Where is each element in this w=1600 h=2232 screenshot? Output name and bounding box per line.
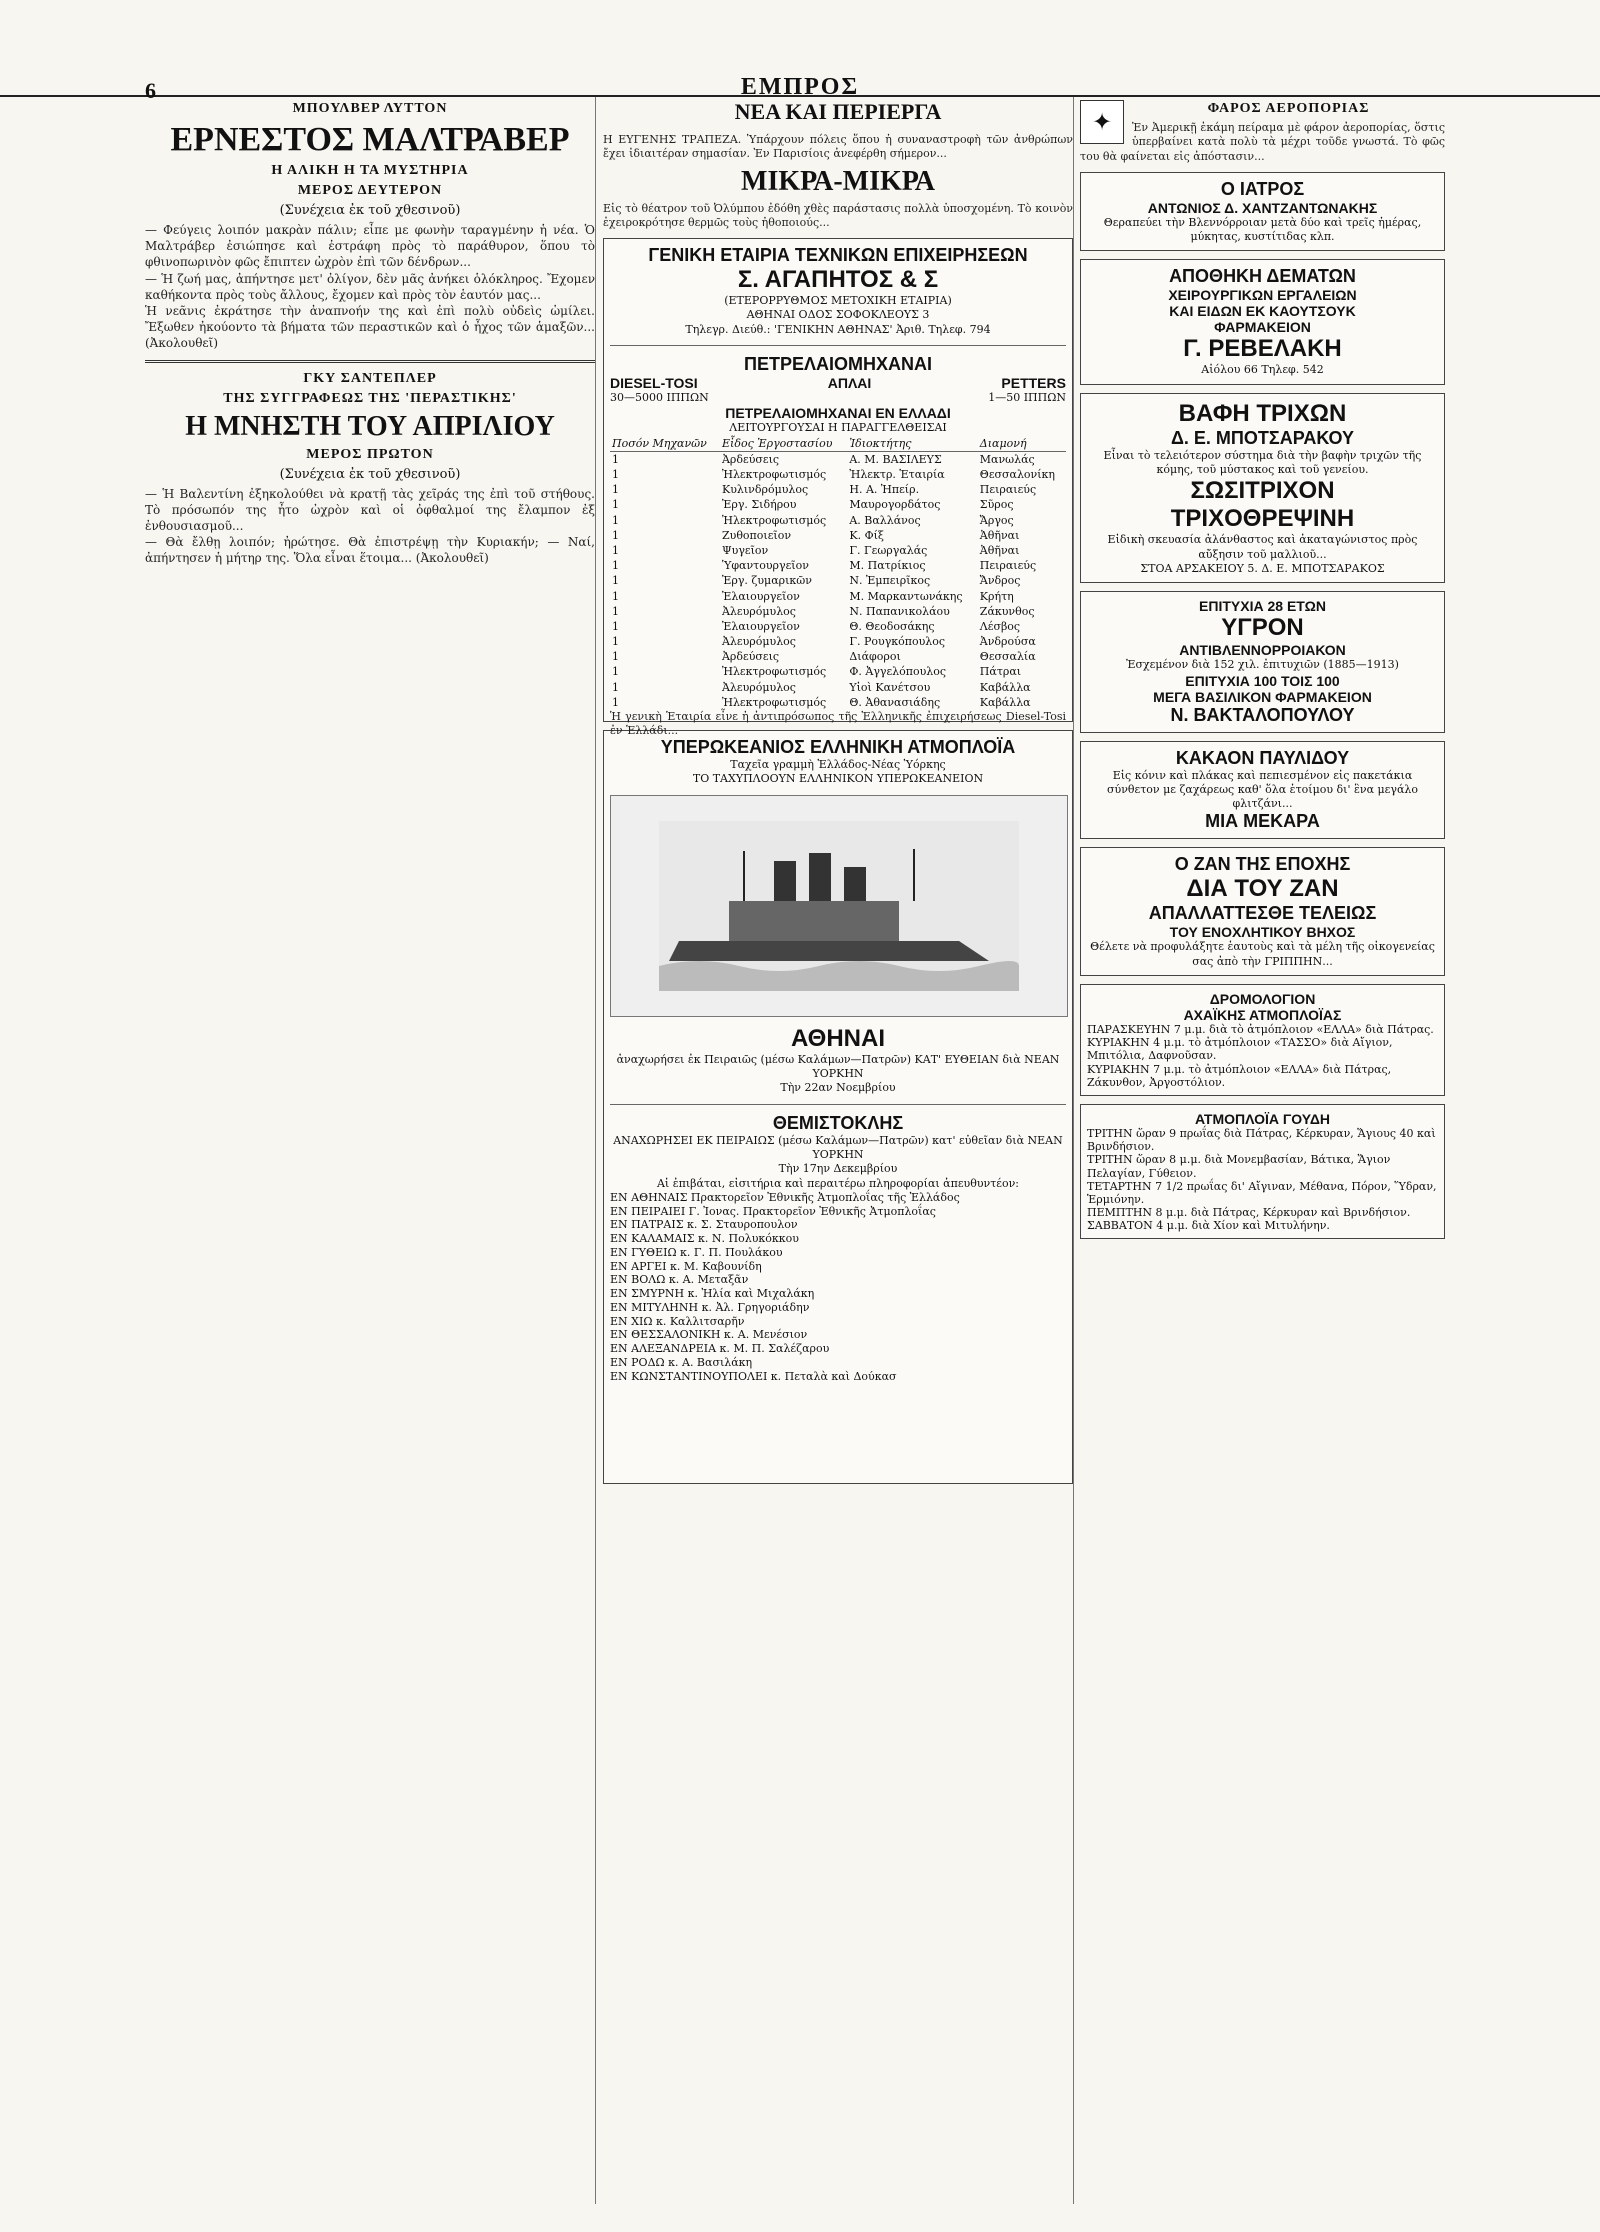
table-cell: Ἀθῆναι bbox=[979, 528, 1020, 542]
right-column bbox=[1080, 97, 1445, 2204]
serial-title-1: ΕΡΝΕΣΤΟΣ ΜΑΛΤΡΑΒΕΡ bbox=[170, 121, 570, 158]
serial-text-2: — Ἡ ζωή μας, ἀπήντησε μετ' ὀλίγον, δὲν μᾶς ἀνήκει ὁλόκληρος. Ἔχομεν καθήκοντα πρὸς τοὺς ἄλλους, ἔχομεν καὶ πρὸς τὸν ἑαυτόν μας... bbox=[145, 271, 595, 302]
supplies-line-1: ΧΕΙΡΟΥΡΓΙΚΩΝ ΕΡΓΑΛΕΙΩΝ bbox=[1168, 287, 1357, 304]
supplies-address: Αἰόλου 66 Τηλεφ. 542 bbox=[1201, 363, 1324, 377]
table-row bbox=[610, 558, 1066, 573]
list-item: ΕΝ ΜΙΤΥΛΗΝΗ κ. Ἀλ. Γρηγοριάδην bbox=[610, 1300, 810, 1314]
table-cell: Γ. Ρουγκόπουλος bbox=[849, 635, 946, 649]
table-cell: Ἀλευρόμυλος bbox=[721, 604, 796, 618]
medicine-title-3: ΑΝΤΙΒΛΕΝΝΟΡΡΟΙΑΚΟΝ bbox=[1179, 642, 1346, 659]
table-cell: Ν. Ἐμπειρῖκος bbox=[849, 574, 931, 588]
table-cell: Ν. Παπανικολάου bbox=[849, 604, 950, 618]
table-cell: Θεσσαλία bbox=[979, 650, 1036, 664]
serial-text-5: — Θὰ ἔλθῃ λοιπόν; ἠρώτησε. Θὰ ἐπιστρέψῃ τὴν Κυριακήν; — Ναί, ἀπήντησεν ἡ μήτηρ της. Ὅλα εἶναι ἕτοιμα... (Ἀκολουθεῖ) bbox=[145, 535, 595, 566]
table-cell: 1 bbox=[612, 635, 619, 649]
serial-subtitle-1: Η ΑΛΙΚΗ Η ΤΑ ΜΥΣΤΗΡΙΑ bbox=[271, 163, 469, 178]
table-row bbox=[610, 528, 1066, 543]
table-cell: Ἐλαιουργεῖον bbox=[721, 619, 800, 633]
table-cell: Πειραιεύς bbox=[979, 483, 1037, 497]
engine-ad-title: ΓΕΝΙΚΗ ΕΤΑΙΡΙΑ ΤΕΧΝΙΚΩΝ ΕΠΙΧΕΙΡΗΣΕΩΝ bbox=[648, 245, 1028, 266]
list-item: ΕΝ ΣΜΥΡΝΗ κ. Ἠλία καὶ Μιχαλάκη bbox=[610, 1287, 815, 1301]
medicine-title-2: ΥΓΡΟΝ bbox=[1221, 614, 1304, 642]
table-cell: Μανωλάς bbox=[979, 452, 1035, 466]
lighthouse-topic: ΦΑΡΟΣ ΑΕΡΟΠΟΡΙΑΣ bbox=[1207, 101, 1370, 116]
middle-column bbox=[603, 97, 1074, 2204]
table-cell: 1 bbox=[612, 604, 619, 618]
table-cell: Θεσσαλονίκη bbox=[979, 468, 1056, 482]
hair-title-2: ΣΩΣΙΤΡΙΧΟΝ bbox=[1190, 477, 1335, 505]
table-cell: Πειραιεύς bbox=[979, 559, 1037, 573]
cocoa-title: ΚΑΚΑΟΝ ΠΑΥΛΙΔΟΥ bbox=[1175, 747, 1350, 768]
timetable-2-line: ΤΡΙΤΗΝ ὥραν 9 πρωΐας διὰ Πάτρας, Κέρκυραν, Ἅγιους 40 καὶ Βρινδήσιον. bbox=[1087, 1126, 1436, 1154]
table-cell: Σῦρος bbox=[979, 498, 1014, 512]
list-item: ΕΝ ΚΩΝΣΤΑΝΤΙΝΟΥΠΟΛΕΙ κ. Πεταλὰ καὶ Δούκασ bbox=[610, 1369, 897, 1383]
medicine-advertisement bbox=[1080, 591, 1445, 732]
serial-note-1: (Συνέχεια ἐκ τοῦ χθεσινοῦ) bbox=[279, 203, 461, 218]
list-item: ΕΝ ΒΟΛΩ κ. Α. Μεταξᾶν bbox=[610, 1273, 749, 1287]
news-text: Η ΕΥΓΕΝΗΣ ΤΡΑΠΕΖΑ. Ὑπάρχουν πόλεις ὅπου ἡ συναναστροφὴ τῶν ἀνθρώπων ἔχει ἰδιαιτέραν σημασίαν. Ἐν Παρισίοις ἀνεφέρθη σήμερον... bbox=[603, 133, 1073, 161]
second-ship-name: ΘΕΜΙΣΤΟΚΛΗΣ bbox=[772, 1112, 904, 1133]
ship-name: ΑΘΗΝΑΙ bbox=[790, 1024, 886, 1052]
table-cell: Ἀλευρόμυλος bbox=[721, 635, 796, 649]
serial-text-3: Ἡ νεᾶνις ἐκράτησε τὴν ἀναπνοήν της καὶ ἐπὶ πολὺ οὐδεὶς ὡμίλει. Ἔξωθεν ἠκούοντο τὰ βήματα τῶν περαστικῶν καὶ ὁ ἦχος τῶν ἁμαξῶν... (Ἀκολουθεῖ) bbox=[145, 303, 595, 351]
engine-ad-line-3: Τηλεγρ. Διεύθ.: 'ΓΕΝΙΚΗΝ ΑΘΗΝΑΣ' Ἀριθ. Τηλεφ. 794 bbox=[685, 322, 991, 336]
table-cell: Διάφοροι bbox=[849, 650, 901, 664]
table-row bbox=[610, 649, 1066, 664]
engine-power-row bbox=[610, 391, 1066, 405]
cocoa-text: Εἰς κόνιν καὶ πλάκας καὶ πεπιεσμένον εἰς πακετάκια σύνθετον με ζαχάρεως καθ' ὅλα ἑτοίμου δι' ἓνα μεγάλο φλιτζάνι... bbox=[1107, 768, 1418, 811]
ship-advertisement bbox=[603, 730, 1073, 1484]
table-cell: 1 bbox=[612, 452, 619, 466]
masthead bbox=[0, 0, 1600, 103]
timetable-2-title: ΑΤΜΟΠΛΟΪΑ ΓΟΥΔΗ bbox=[1194, 1110, 1331, 1127]
table-row bbox=[610, 467, 1066, 482]
table-row bbox=[610, 634, 1066, 649]
engine-ad-line-1: (ΕΤΕΡΟΡΡΥΘΜΟΣ ΜΕΤΟΧΙΚΗ ΕΤΑΙΡΙΑ) bbox=[724, 294, 952, 308]
table-cell: 1 bbox=[612, 528, 619, 542]
table-cell: Φ. Ἀγγελόπουλος bbox=[849, 665, 947, 679]
table-cell: Γ. Γεωργαλάς bbox=[849, 543, 928, 557]
table-cell: Λέσβος bbox=[979, 619, 1021, 633]
table-cell: Θ. Ἀθανασιάδης bbox=[849, 695, 941, 709]
engine-table bbox=[610, 436, 1066, 710]
ship-divider bbox=[610, 1104, 1066, 1105]
engine-ad-company: Σ. ΑΓΑΠΗΤΟΣ & Σ bbox=[737, 266, 939, 294]
engine-ad-line-2: ΑΘΗΝΑΙ ΟΔΟΣ ΣΟΦΟΚΛΕΟΥΣ 3 bbox=[746, 308, 930, 322]
engine-ad-note: Ἡ γενικὴ Ἑταιρία εἶνε ἡ ἀντιπρόσωπος τῆς Ἑλληνικῆς ἐπιχειρήσεως Diesel-Tosi ἐν Ἑλλάδι... bbox=[610, 710, 1066, 738]
table-cell: Ἠλεκτροφωτισμός bbox=[721, 695, 827, 709]
timetable-1-line: ΚΥΡΙΑΚΗΝ 7 μ.μ. τὸ ἀτμόπλοιον «ΕΛΛΑ» διὰ Πάτρας, Ζάκυνθον, Ἀργοστόλιον. bbox=[1087, 1062, 1392, 1089]
table-cell: Καβάλλα bbox=[979, 695, 1031, 709]
table-cell: Ἄργος bbox=[979, 513, 1014, 527]
supplies-line-2: ΚΑΙ ΕΙΔΩΝ ΕΚ ΚΑΟΥΤΣΟΥΚ bbox=[1169, 303, 1356, 320]
table-row bbox=[610, 482, 1066, 497]
doctor-advertisement bbox=[1080, 172, 1445, 252]
table-header: Εἶδος Ἐργοστασίου bbox=[720, 436, 847, 452]
table-cell: Ἀνδρούσα bbox=[979, 635, 1036, 649]
list-item: ΕΝ ΑΘΗΝΑΙΣ Πρακτορεῖον Ἐθνικῆς Ἀτμοπλοΐας τῆς Ἑλλάδος bbox=[610, 1190, 960, 1204]
table-cell: Μ. Πατρίκιος bbox=[849, 559, 926, 573]
airship-icon: ✦ bbox=[1080, 100, 1124, 144]
supplies-name: Γ. ΡΕΒΕΛΑΚΗ bbox=[1183, 335, 1342, 363]
second-ship-line: ΑΝΑΧΩΡΗΣΕΙ ΕΚ ΠΕΙΡΑΙΩΣ (μέσω Καλάμων—Πατρῶν) κατ' εὐθεῖαν διὰ ΝΕΑΝ ΥΟΡΚΗΝ bbox=[613, 1133, 1063, 1161]
hair-title-3: ΤΡΙΧΟΘΡΕΨΙΝΗ bbox=[1170, 505, 1355, 533]
page-number: 6 bbox=[145, 78, 156, 103]
list-item: ΕΝ ΠΕΙΡΑΙΕΙ Γ. Ἰονας. Πρακτορεῖον Ἐθνικῆς Ἀτμοπλοΐας bbox=[610, 1204, 936, 1218]
hair-name: Δ. Ε. ΜΠΟΤΣΑΡΑΚΟΥ bbox=[1170, 427, 1355, 448]
table-cell: Η. Α. Ἠπείρ. bbox=[849, 483, 920, 497]
table-row bbox=[610, 573, 1066, 588]
table-header: Ἰδιοκτήτης bbox=[847, 436, 977, 452]
timetable-2-line: ΤΡΙΤΗΝ ὥραν 8 μ.μ. διὰ Μονεμβασίαν, Βάτικα, Ἅγιον Πελαγίαν, Γύθειον. bbox=[1087, 1153, 1391, 1180]
ship-info: Αἱ ἐπιβάται, εἰσιτήρια καὶ περαιτέρω πληροφορίαι ἀπευθυντέον: bbox=[656, 1176, 1020, 1190]
ship-ad-title: ΥΠΕΡΩΚΕΑΝΙΟΣ ΕΛΛΗΝΙΚΗ ΑΤΜΟΠΛΟΪΑ bbox=[660, 737, 1016, 758]
mikra-text: Εἰς τὸ θέατρον τοῦ Ὀλύμπου ἐδόθη χθὲς παράστασις πολλὰ ὑποσχομένη. Τὸ κοινὸν ἐχειροκρότησε θερμῶς τοὺς ἠθοποιούς... bbox=[603, 201, 1073, 229]
table-row bbox=[610, 695, 1066, 710]
serial-text-4: — Ἡ Βαλεντίνη ἐξηκολούθει νὰ κρατῇ τὰς χεῖράς της ἐπὶ τοῦ στήθους. Τὸ πρόσωπόν της ἦτο ὠχρὸν καὶ οἱ ὀφθαλμοί της ἔλαμπον ἐξ ἐνθουσιασμοῦ... bbox=[145, 486, 595, 533]
mikra-title: ΜΙΚΡΑ-ΜΙΚΡΑ bbox=[741, 165, 935, 197]
table-row bbox=[610, 604, 1066, 619]
hair-title: ΒΑΦΗ ΤΡΙΧΩΝ bbox=[1178, 399, 1347, 427]
table-cell: 1 bbox=[612, 543, 619, 557]
timetable-1-title: ΔΡΟΜΟΛΟΓΙΟΝ bbox=[1209, 991, 1316, 1008]
zan-title: Ο ΖΑΝ ΤΗΣ ΕΠΟΧΗΣ bbox=[1174, 854, 1351, 875]
engine-title: ΠΕΤΡΕΛΑΙΟΜΗΧΑΝΑΙ bbox=[743, 354, 932, 375]
ship-ad-subtitle: Ταχεῖα γραμμὴ Ἑλλάδος-Νέας Ὑόρκης bbox=[730, 758, 946, 772]
table-cell: 1 bbox=[612, 665, 619, 679]
zan-line-2: ΑΠΑΛΛΑΤΤΕΣΘΕ ΤΕΛΕΙΩΣ bbox=[1148, 903, 1377, 924]
zan-line-3: ΤΟΥ ΕΝΟΧΛΗΤΙΚΟΥ ΒΗΧΟΣ bbox=[1169, 924, 1356, 941]
serial-part-1: ΜΕΡΟΣ ΔΕΥΤΕΡΟΝ bbox=[297, 183, 443, 198]
ship-icon bbox=[659, 821, 1019, 991]
table-cell: 1 bbox=[612, 574, 619, 588]
power-label-2: 1—50 ΙΠΠΩΝ bbox=[988, 391, 1066, 405]
supplies-title: ΑΠΟΘΗΚΗ ΔΕΜΑΤΩΝ bbox=[1169, 266, 1356, 287]
cocoa-advertisement bbox=[1080, 741, 1445, 840]
supplies-advertisement bbox=[1080, 259, 1445, 384]
news-section-title: ΝΕΑ ΚΑΙ ΠΕΡΙΕΡΓΑ bbox=[734, 99, 942, 124]
table-row bbox=[610, 589, 1066, 604]
section-divider bbox=[145, 360, 595, 363]
medicine-title-4: ΕΠΙΤΥΧΙΑ 100 ΤΟΙΣ 100 bbox=[1185, 672, 1340, 689]
engine-subtitle: ΠΕΤΡΕΛΑΙΟΜΗΧΑΝΑΙ ΕΝ ΕΛΛΑΔΙ bbox=[725, 405, 951, 422]
table-cell: Ἀλευρόμυλος bbox=[721, 680, 796, 694]
list-item: ΕΝ ΡΟΔΩ κ. Α. Βασιλάκη bbox=[610, 1355, 753, 1369]
timetable-2-line: ΠΕΜΠΤΗΝ 8 μ.μ. διὰ Πάτρας, Κέρκυραν καὶ Βρινδήσιον. bbox=[1087, 1206, 1411, 1220]
table-cell: Ἠλεκτροφωτισμός bbox=[721, 665, 827, 679]
table-cell: 1 bbox=[612, 619, 619, 633]
hair-text-2: Εἰδικὴ σκευασία ἀλάνθαστος καὶ ἀκαταγώνιστος πρὸς αὔξησιν τοῦ μαλλιοῦ... bbox=[1107, 533, 1418, 561]
list-item: ΕΝ ΚΑΛΑΜΑΙΣ κ. Ν. Πολυκόκκου bbox=[610, 1232, 799, 1246]
table-row bbox=[610, 619, 1066, 634]
table-row bbox=[610, 513, 1066, 528]
ship-departure: ἀναχωρήσει ἐκ Πειραιῶς (μέσω Καλάμων—Πατρῶν) ΚΑΤ' ΕΥΘΕΙΑΝ διὰ ΝΕΑΝ ΥΟΡΚΗΝ bbox=[616, 1052, 1060, 1081]
zan-advertisement bbox=[1080, 847, 1445, 976]
timetable-1-line: ΚΥΡΙΑΚΗΝ 4 μ.μ. τὸ ἀτμόπλοιον «ΤΑΣΣΟ» διὰ Αἴγιον, Μπιτόλια, Δαφνοῦσαν. bbox=[1087, 1036, 1393, 1063]
medicine-name: Ν. ΒΑΚΤΑΛΟΠΟΥΛΟΥ bbox=[1170, 704, 1355, 725]
lighthouse-text: Ἐν Ἀμερικῇ ἐκάμη πείραμα μὲ φάρον ἀεροπορίας, ὅστις ὑπερβαίνει κατὰ πολὺ τὰ μέχρι τοῦδε γνωστά. Τὸ φῶς του θὰ φαίνεται εἰς ἀπόστασιν... bbox=[1080, 121, 1445, 163]
table-cell: Μαυρογορδάτος bbox=[849, 498, 941, 512]
table-cell: Καβάλλα bbox=[979, 680, 1031, 694]
table-cell: 1 bbox=[612, 498, 619, 512]
engine-brands-row bbox=[610, 375, 1066, 391]
table-cell: Ἠλεκτρ. Ἑταιρία bbox=[849, 468, 945, 482]
table-cell: Κυλινδρόμυλος bbox=[721, 483, 809, 497]
table-cell: Α. Μ. ΒΑΣΙΛΕΥΣ bbox=[849, 452, 942, 466]
list-item: ΕΝ ΓΥΘΕΙΩ κ. Γ. Π. Πουλάκου bbox=[610, 1245, 783, 1259]
table-cell: Ἀρδεύσεις bbox=[721, 650, 780, 664]
medicine-pharmacy: ΜΕΓΑ ΒΑΣΙΛΙΚΟΝ ΦΑΡΜΑΚΕΙΟΝ bbox=[1153, 688, 1372, 705]
table-cell: Ζάκυνθος bbox=[979, 604, 1035, 618]
author-subheader-2: ΤΗΣ ΣΥΓΓΡΑΦΕΩΣ ΤΗΣ 'ΠΕΡΑΣΤΙΚΗΣ' bbox=[223, 390, 517, 406]
medicine-text: Ἐσχεμένον διὰ 152 χιλ. ἐπιτυχιῶν (1885—1913) bbox=[1126, 658, 1399, 672]
table-cell: 1 bbox=[612, 468, 619, 482]
medicine-title: ΕΠΙΤΥΧΙΑ 28 ΕΤΩΝ bbox=[1199, 598, 1326, 615]
serial-note-2: (Συνέχεια ἐκ τοῦ χθεσινοῦ) bbox=[279, 466, 461, 482]
ship-illustration bbox=[610, 795, 1068, 1017]
table-cell: Ψυγεῖον bbox=[721, 543, 769, 557]
table-cell: Ἠλεκτροφωτισμός bbox=[721, 513, 827, 527]
timetable-2 bbox=[1080, 1104, 1445, 1240]
table-cell: Ἐργ. Σιδήρου bbox=[721, 498, 797, 512]
zan-line-1: ΔΙΑ ΤΟΥ ΖΑΝ bbox=[1186, 875, 1339, 903]
ship-date: Τὴν 22αν Νοεμβρίου bbox=[780, 1081, 896, 1095]
paper-title: ΕΜΠΡΟΣ bbox=[740, 74, 860, 100]
timetable-2-line: ΤΕΤΑΡΤΗΝ 7 1/2 πρωΐας δι' Αἴγιναν, Μέθανα, Πόρον, Ὕδραν, Ἑρμιόνην. bbox=[1087, 1179, 1437, 1206]
engine-table-body bbox=[610, 451, 1066, 710]
serial-text-1: — Φεύγεις λοιπόν μακρὰν πάλιν; εἶπε με φωνὴν ταραγμένην ἡ νέα. Ὁ Μαλτράβερ ἐσιώπησε καὶ ἐστράφη πρὸς τὸ παράθυρον, ὅπου τὸ φθινοπωρινὸν φῶς ἔπιπτεν ὠχρὸν ἐπὶ τῶν δένδρων... bbox=[145, 223, 595, 270]
table-cell: Κ. Φίξ bbox=[849, 528, 884, 542]
table-row bbox=[610, 451, 1066, 467]
author-header: ΜΠΟΥΛΒΕΡ ΛΥΤΤΟΝ bbox=[292, 101, 448, 116]
table-cell: Ἄνδρος bbox=[979, 574, 1021, 588]
doctor-text: Θεραπεύει τὴν Βλεννόρροιαν μετὰ δύο καὶ τρεῖς ἡμέρας, μύκητας, κυστίτιδας κλπ. bbox=[1103, 215, 1422, 244]
left-column bbox=[145, 97, 596, 2204]
zan-text: Θέλετε νὰ προφυλάξητε ἑαυτοὺς καὶ τὰ μέλη τῆς οἰκογενείας σας ἀπὸ τὴν ΓΡΙΠΠΗΝ... bbox=[1090, 940, 1435, 968]
doctor-name: ΑΝΤΩΝΙΟΣ Δ. ΧΑΝΤΖΑΝΤΩΝΑΚΗΣ bbox=[1147, 199, 1378, 216]
timetable-1-subtitle: ΑΧΑΪΚΗΣ ΑΤΜΟΠΛΟΪΑΣ bbox=[1183, 1007, 1342, 1024]
power-label-1: 30—5000 ΙΠΠΩΝ bbox=[610, 391, 709, 405]
table-row bbox=[610, 497, 1066, 512]
table-cell: 1 bbox=[612, 559, 619, 573]
table-cell: Θ. Θεοδοσάκης bbox=[849, 619, 935, 633]
engine-ad-divider bbox=[610, 345, 1066, 346]
table-cell: Ἠλεκτροφωτισμός bbox=[721, 468, 827, 482]
table-cell: Ἀθῆναι bbox=[979, 543, 1020, 557]
cocoa-name: ΜΙΑ ΜΕΚΑΡΑ bbox=[1205, 811, 1320, 832]
table-cell: Ἐργ. ζυμαρικῶν bbox=[721, 574, 812, 588]
timetable-1-line: ΠΑΡΑΣΚΕΥΗΝ 7 μ.μ. διὰ τὸ ἀτμόπλοιον «ΕΛΛΑ» διὰ Πάτρας. bbox=[1087, 1023, 1434, 1037]
table-cell: Ὑφαντουργεῖον bbox=[721, 559, 809, 573]
engine-subtitle-2: ΛΕΙΤΟΥΡΓΟΥΣΑΙ Η ΠΑΡΑΓΓΕΛΘΕΙΣΑΙ bbox=[729, 421, 947, 435]
list-item: ΕΝ ΧΙΩ κ. Καλλιτσαρῆν bbox=[610, 1314, 745, 1328]
table-cell: Ἐλαιουργεῖον bbox=[721, 589, 800, 603]
petters-label: PETTERS bbox=[1001, 375, 1066, 392]
diesel-label: DIESEL-TOSI bbox=[610, 375, 698, 392]
author-header-2: ΓΚΥ ΣΑΝΤΕΠΛΕΡ bbox=[303, 370, 437, 386]
second-ship-date: Τὴν 17ην Δεκεμβρίου bbox=[778, 1162, 898, 1176]
engine-advertisement bbox=[603, 238, 1073, 738]
table-cell: 1 bbox=[612, 695, 619, 709]
ship-ad-line: ΤΟ ΤΑΧΥΠΛΟΟΥΝ ΕΛΛΗΝΙΚΟΝ ΥΠΕΡΩΚΕΑΝΕΙΟΝ bbox=[692, 772, 984, 786]
list-item: ΕΝ ΘΕΣΣΑΛΟΝΙΚΗ κ. Α. Μενέσιον bbox=[610, 1328, 808, 1342]
list-item: ΕΝ ΑΛΕΞΑΝΔΡΕΙΑ κ. Μ. Π. Σαλέζαρου bbox=[610, 1342, 830, 1356]
table-cell: 1 bbox=[612, 650, 619, 664]
table-cell: 1 bbox=[612, 483, 619, 497]
list-item: ΕΝ ΑΡΓΕΙ κ. Μ. Καβουνίδη bbox=[610, 1259, 762, 1273]
table-row bbox=[610, 664, 1066, 679]
table-cell: 1 bbox=[612, 589, 619, 603]
table-cell: Ἀρδεύσεις bbox=[721, 452, 780, 466]
table-row bbox=[610, 543, 1066, 558]
hair-address: ΣΤΟΑ ΑΡΣΑΚΕΙΟΥ 5. Δ. Ε. ΜΠΟΤΣΑΡΑΚΟΣ bbox=[1140, 561, 1385, 575]
hair-advertisement bbox=[1080, 393, 1445, 583]
table-cell: 1 bbox=[612, 513, 619, 527]
table-cell: Κρήτη bbox=[979, 589, 1014, 603]
serial-title-2: Η ΜΝΗΣΤΗ ΤΟΥ ΑΠΡΙΛΙΟΥ bbox=[185, 410, 555, 442]
table-cell: Υἱοὶ Κανέτσου bbox=[849, 680, 931, 694]
table-header: Διαμονή bbox=[978, 436, 1066, 452]
ship-agents-list bbox=[610, 1191, 1066, 1384]
doctor-title: Ο ΙΑΤΡΟΣ bbox=[1220, 178, 1305, 199]
table-cell: 1 bbox=[612, 680, 619, 694]
table-row bbox=[610, 680, 1066, 695]
list-item: ΕΝ ΠΑΤΡΑΙΣ κ. Σ. Σταυροπουλον bbox=[610, 1218, 798, 1232]
hair-text-1: Εἶναι τὸ τελειότερον σύστημα διὰ τὴν βαφὴν τριχῶν τῆς κόμης, τοῦ μύστακος καὶ τοῦ γενείου. bbox=[1103, 448, 1422, 477]
serial-part-2: ΜΕΡΟΣ ΠΡΩΤΟΝ bbox=[306, 446, 434, 462]
table-cell: Α. Βαλλάνος bbox=[849, 513, 921, 527]
table-cell: Ζυθοποιεῖον bbox=[721, 528, 792, 542]
table-header: Ποσόν Μηχανῶν bbox=[610, 436, 720, 452]
table-cell: Μ. Μαρκαντωνάκης bbox=[849, 589, 963, 603]
timetable-2-line: ΣΑΒΒΑΤΟΝ 4 μ.μ. διὰ Χίον καὶ Μιτυλήνην. bbox=[1087, 1219, 1330, 1233]
timetable-1 bbox=[1080, 984, 1445, 1096]
table-header-row bbox=[610, 436, 1066, 452]
simple-label: ΑΠΛΑΙ bbox=[827, 375, 872, 392]
table-cell: Πάτραι bbox=[979, 665, 1022, 679]
supplies-line-3: ΦΑΡΜΑΚΕΙΟΝ bbox=[1214, 319, 1311, 336]
